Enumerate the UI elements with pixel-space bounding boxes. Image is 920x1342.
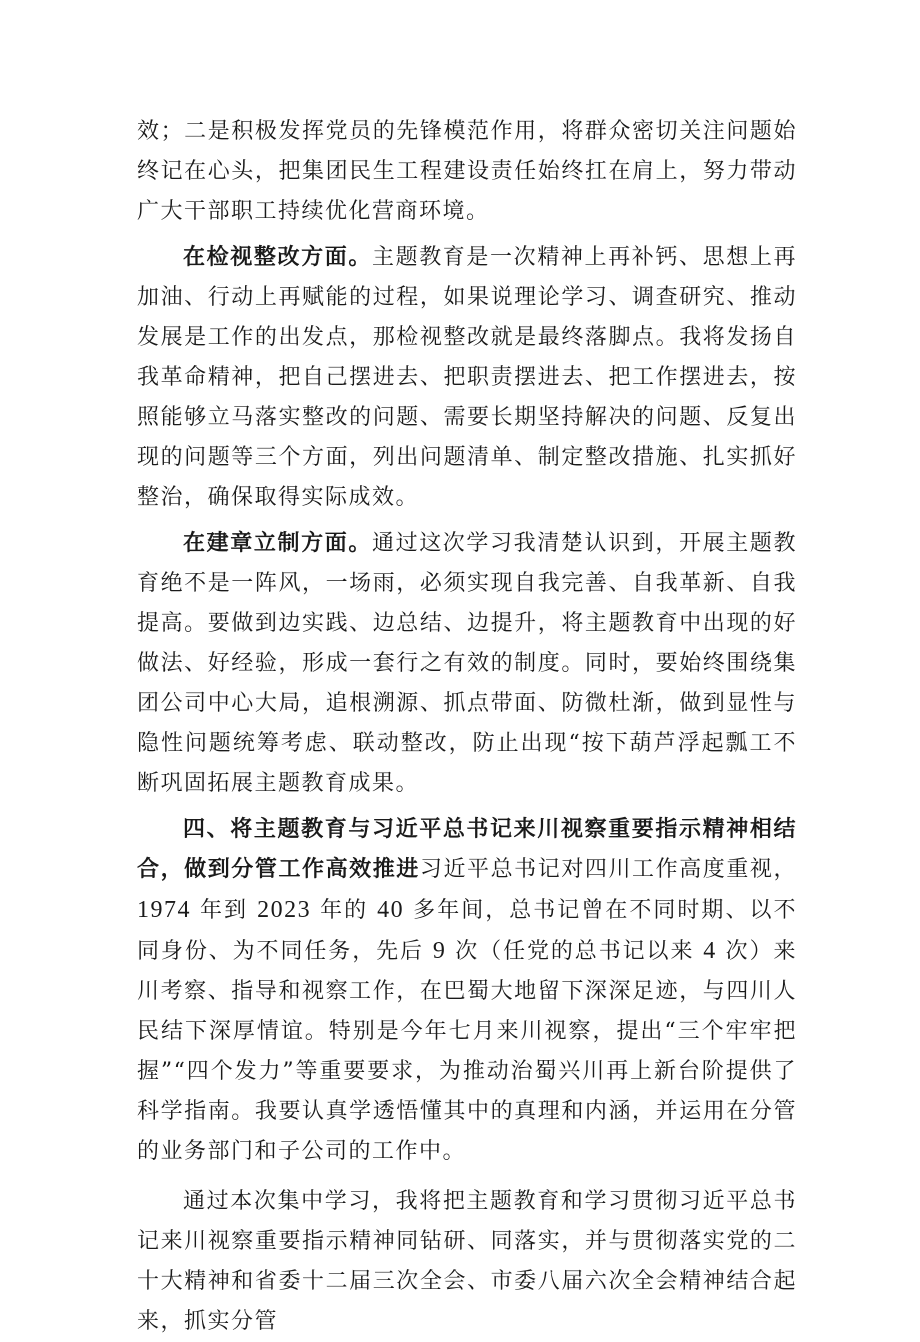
paragraph-text: 通过这次学习我清楚认识到，开展主题教育绝不是一阵风，一场雨，必须实现自我完善、自我革新、自我提高。要做到边实践、边总结、边提升，将主题教育中出现的好做法、好经验，形成一套行之有效的制度。同时，要始终围绕集团公司中心大局，追根溯源、抓点带面、防微杜渐，做到显性与隐性问题统筹考虑、联动整改，防止出现“按下葫芦浮起瓢工不断巩固拓展主题教育成果。 bbox=[137, 531, 797, 796]
paragraph-text-part: 习近平总书记对四川工作高度重视， bbox=[419, 857, 797, 882]
paragraph-continuation bbox=[137, 112, 797, 232]
paragraph-heading: 在建章立制方面。 bbox=[183, 531, 372, 556]
count-number: 4 bbox=[703, 938, 717, 964]
year-number: 1974 bbox=[137, 897, 191, 923]
paragraph-institution-building bbox=[137, 524, 797, 804]
paragraph-inspection-rectification bbox=[137, 238, 797, 518]
paragraph-conclusion bbox=[137, 1182, 797, 1342]
count-number: 40 bbox=[377, 897, 405, 923]
year-number: 2023 bbox=[257, 897, 312, 923]
paragraph-text: 通过本次集中学习，我将把主题教育和学习贯彻习近平总书记来川视察重要指示精神同钻研、同落实，并与贯彻落实党的二十大精神和省委十二届三次全会、市委八届六次全会精神结合起来，抓实分管 bbox=[137, 1189, 797, 1334]
paragraph-text-part: 次（任党的总书记以来 bbox=[446, 939, 704, 964]
section-heading: 四、将主题教育与习近平总书记来川视察重要指示精神相结合，做到分管工作高效推进 bbox=[137, 817, 797, 882]
document-body bbox=[137, 112, 797, 1342]
paragraph-heading: 在检视整改方面。 bbox=[183, 245, 372, 270]
paragraph-text: 效；二是积极发挥党员的先锋模范作用，将群众密切关注问题始终记在心头，把集团民生工程建设责任始终扛在肩上，努力带动广大干部职工持续优化营商环境。 bbox=[137, 119, 797, 224]
paragraph-text-part: 多年间，总书记曾在不同时期、以不同身份、为不同任务，先后 bbox=[137, 898, 797, 964]
paragraph-text-part: 年到 bbox=[191, 898, 258, 923]
paragraph-text-part: 年的 bbox=[311, 898, 378, 923]
paragraph-text: 主题教育是一次精神上再补钙、思想上再加油、行动上再赋能的过程，如果说理论学习、调查研究、推动发展是工作的出发点，那检视整改就是最终落脚点。我将发扬自我革命精神，把自己摆进去、把职责摆进去、把工作摆进去，按照能够立马落实整改的问题、需要长期坚持解决的问题、反复出现的问题等三个方面，列出问题清单、制定整改措施、扎实抓好整治，确保取得实际成效。 bbox=[137, 245, 797, 510]
count-number: 9 bbox=[432, 938, 447, 964]
paragraph-section-four bbox=[137, 810, 797, 1172]
paragraph-text-part: 次）来川考察、指导和视察工作，在巴蜀大地留下深深足迹，与四川人民结下深厚情谊。特别是今年七月来川视察，提出“三个牢牢把握”“四个发力”等重要要求，为推动治蜀兴川再上新台阶提供了科学指南。我要认真学透悟懂其中的真理和内涵，并运用在分管的业务部门和子公司的工作中。 bbox=[137, 939, 797, 1164]
